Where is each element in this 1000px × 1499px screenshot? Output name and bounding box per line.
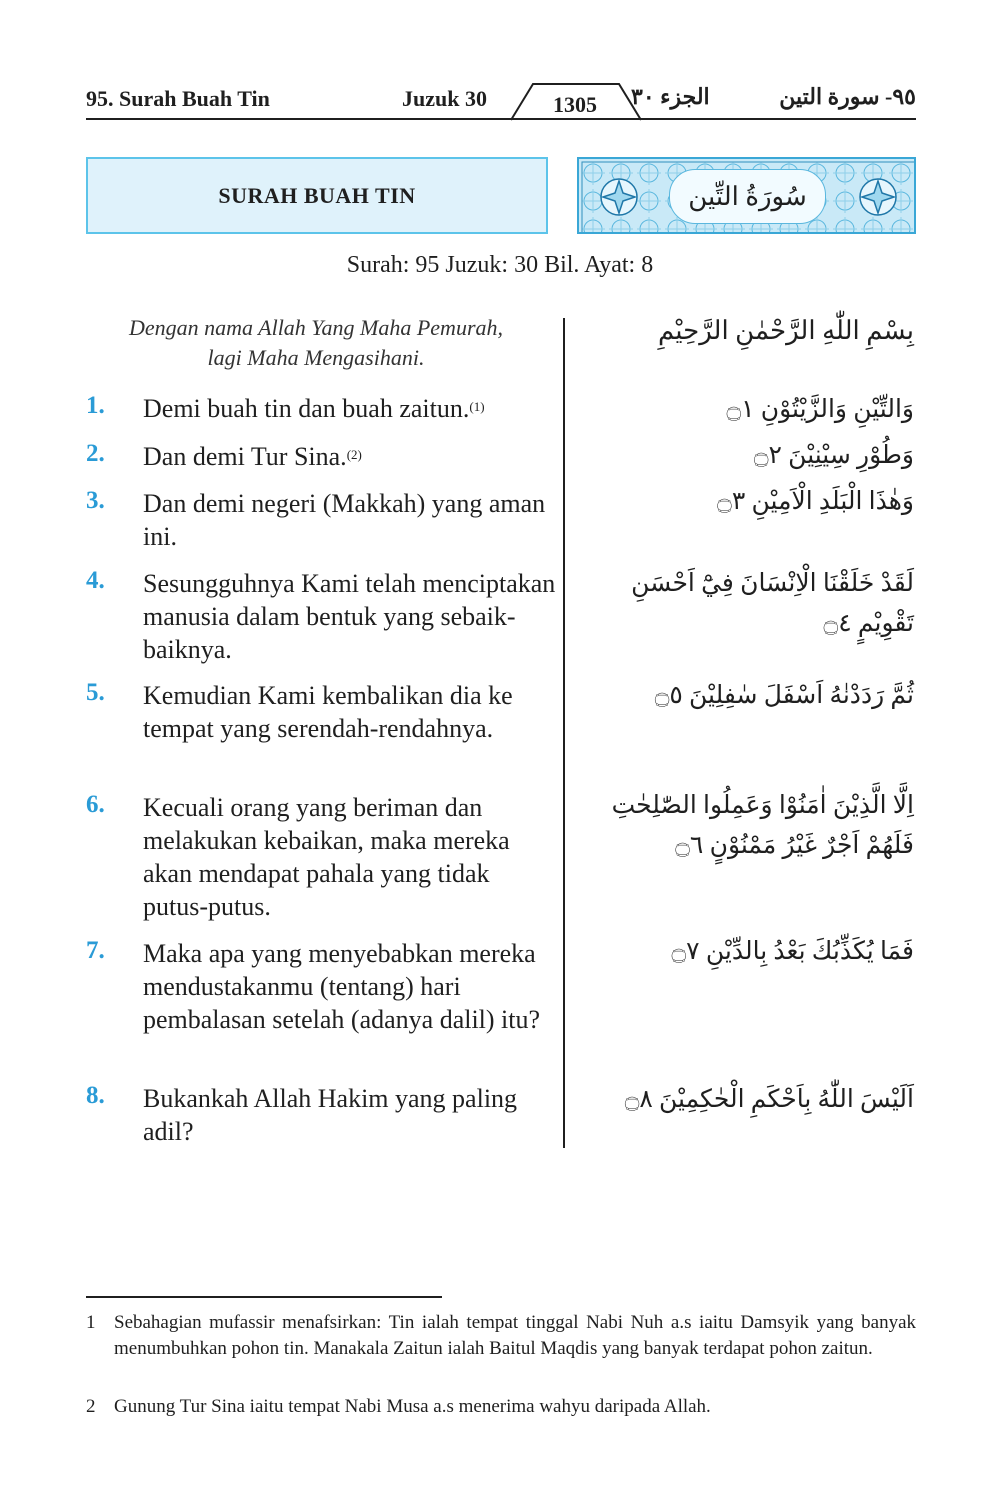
verse-text: Kemudian Kami kembalikan dia ke tempat yang serendah-rendahnya. — [143, 681, 513, 743]
left-star-icon — [601, 179, 637, 215]
footnote-2 — [86, 1394, 916, 1420]
verse-text: Bukankah Allah Hakim yang paling adil? — [143, 1084, 518, 1146]
verse-5 — [86, 679, 556, 745]
bismillah-line-2: lagi Maha Mengasihani. — [207, 345, 425, 370]
footnote-ref: (2) — [346, 447, 362, 462]
verse-number: 3. — [86, 487, 105, 514]
verse-text: Maka apa yang menyebabkan mereka mendustakanmu (tentang) hari pembalasan setelah (adanya dalil) itu? — [143, 939, 541, 1034]
verse-6 — [86, 791, 556, 923]
footnote-number: 2 — [86, 1396, 96, 1417]
surah-info: Surah: 95 Juzuk: 30 Bil. Ayat: 8 — [346, 252, 654, 278]
footnote-text: Gunung Tur Sina iaitu tempat Nabi Musa a.s menerima wahyu daripada Allah. — [114, 1396, 711, 1417]
footnote-ref: (1) — [469, 399, 485, 414]
footnote-number: 1 — [86, 1312, 96, 1333]
verse-number: 6. — [86, 791, 105, 818]
verse-number: 5. — [86, 679, 105, 706]
verse-text: Sesungguhnya Kami telah menciptakan manusia dalam bentuk yang sebaik-baiknya. — [143, 569, 556, 664]
ayah-4: لَقَدْ خَلَقْنَا الْاِنْسَانَ فِيْٓ اَحْسَنِ تَقْوِيْمٍ ۝٤ — [631, 570, 914, 637]
surah-title-box — [86, 157, 548, 234]
right-star-icon — [860, 179, 896, 215]
footnote-rule — [86, 1296, 442, 1298]
verse-number: 8. — [86, 1082, 105, 1109]
footnote-text: Sebahagian mufassir menafsirkan: Tin ialah tempat tinggal Nabi Nuh a.s iaitu Damsyik yang banyak menumbuhkan pohon tin. Manakala Zaitun ialah Baitul Maqdis yang banyak terdapat pohon zaitun. — [114, 1312, 916, 1359]
surah-arabic-banner — [577, 157, 916, 234]
page-header — [86, 80, 916, 124]
ayah-7: فَمَا يُكَذِّبُكَ بَعْدُ بِالدِّيْنِ ۝٧ — [671, 938, 914, 965]
header-surah-name: 95. Surah Buah Tin — [86, 86, 270, 111]
header-surah-arabic: ٩٥- سورة التين — [779, 84, 916, 109]
verse-text: Kecuali orang yang beriman dan melakukan kebaikan, maka mereka akan mendapat pahala yang tidak putus-putus. — [143, 793, 510, 921]
ayah-3: وَهٰذَا الْبَلَدِ الْاَمِيْنِ ۝٣ — [717, 488, 914, 515]
verse-text: Dan demi Tur Sina. — [143, 442, 347, 471]
verse-number: 2. — [86, 440, 105, 467]
page-number: 1305 — [553, 92, 597, 117]
verse-number: 7. — [86, 937, 105, 964]
verse-3 — [86, 487, 556, 553]
verse-text: Demi buah tin dan buah zaitun. — [143, 394, 470, 423]
surah-arabic-title: سُورَةُ التِّين — [669, 169, 826, 224]
verse-2 — [86, 440, 556, 473]
verse-7 — [86, 937, 556, 1036]
verse-1 — [86, 392, 556, 425]
footnote-1 — [86, 1310, 916, 1362]
verse-text: Dan demi negeri (Makkah) yang aman ini. — [143, 489, 546, 551]
column-divider — [563, 318, 565, 1148]
bismillah-arabic: بِسْمِ اللّٰهِ الرَّحْمٰنِ الرَّحِيْمِ — [657, 316, 914, 345]
ayah-8: اَلَيْسَ اللّٰهُ بِاَحْكَمِ الْحٰكِمِيْنَ ۝٨ — [624, 1086, 914, 1113]
ayah-2: وَطُوْرِ سِيْنِيْنَ ۝٢ — [753, 442, 914, 469]
header-rule — [86, 118, 916, 120]
header-juz-arabic: الجزء ٣٠ — [631, 84, 710, 109]
verse-number: 4. — [86, 567, 105, 594]
ayah-6: اِلَّا الَّذِيْنَ اٰمَنُوْا وَعَمِلُوا الصّٰلِحٰتِ فَلَهُمْ اَجْرٌ غَيْرُ مَمْنُوْنٍ ۝٦ — [611, 792, 914, 859]
verse-8 — [86, 1082, 556, 1148]
surah-title: SURAH BUAH TIN — [218, 182, 416, 208]
verse-number: 1. — [86, 392, 105, 419]
bismillah-line-1: Dengan nama Allah Yang Maha Pemurah, — [129, 315, 503, 340]
header-juzuk: Juzuk 30 — [402, 86, 487, 111]
verse-4 — [86, 567, 556, 666]
ayah-1: وَالتِّيْنِ وَالزَّيْتُوْنِ ۝١ — [726, 396, 914, 423]
bismillah-translation — [86, 313, 546, 373]
ayah-5: ثُمَّ رَدَدْنٰهُ اَسْفَلَ سٰفِلِيْنَ ۝٥ — [654, 682, 914, 709]
